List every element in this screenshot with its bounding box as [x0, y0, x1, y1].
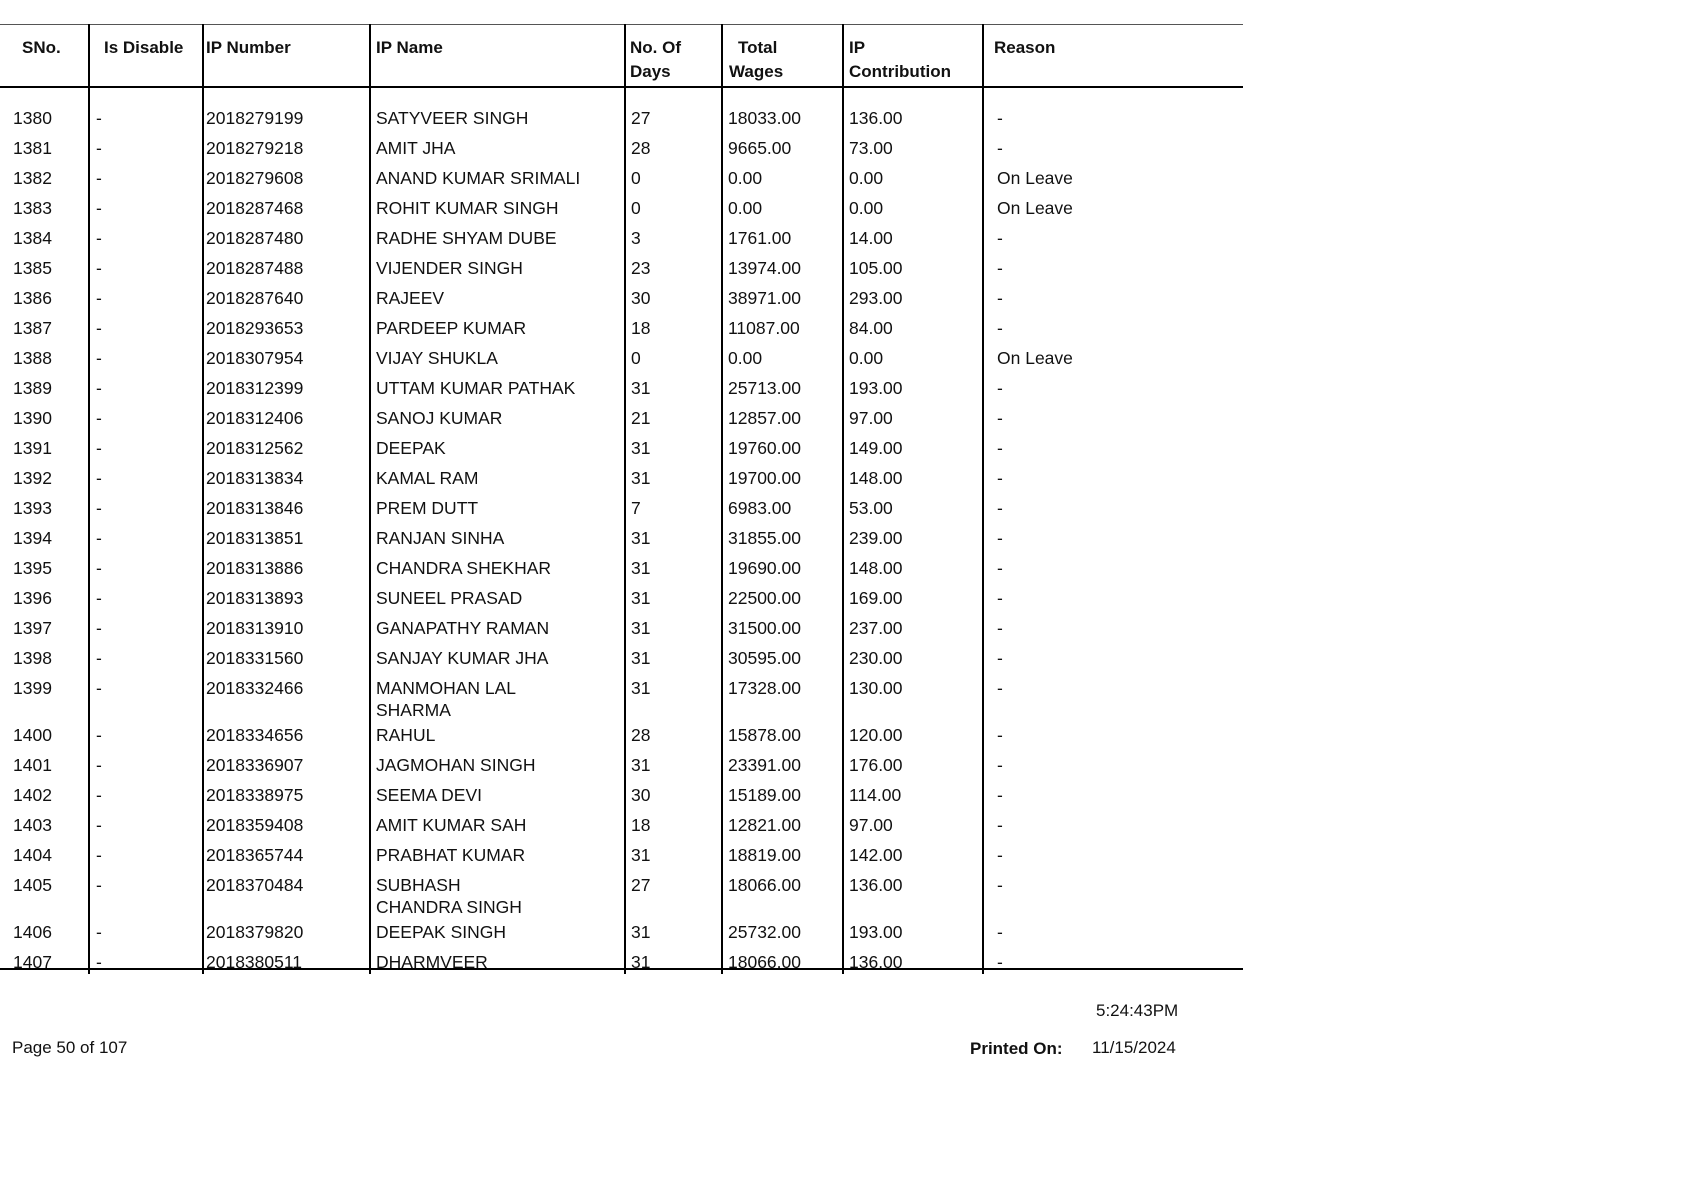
cell-sno: 1380 — [13, 108, 52, 128]
cell-ip-contribution: 53.00 — [849, 498, 893, 518]
cell-is-disable: - — [96, 498, 102, 518]
cell-total-wages: 18066.00 — [728, 952, 801, 972]
cell-ip-number: 2018334656 — [206, 725, 304, 745]
cell-days: 18 — [631, 318, 651, 338]
cell-ip-number: 2018380511 — [206, 952, 303, 972]
cell-sno: 1403 — [13, 815, 52, 835]
cell-ip-name: PREM DUTT — [376, 498, 479, 518]
cell-is-disable: - — [96, 528, 102, 548]
cell-sno: 1381 — [13, 138, 52, 158]
cell-ip-number: 2018293653 — [206, 318, 304, 338]
cell-is-disable: - — [96, 318, 102, 338]
header-wages — [729, 36, 784, 84]
cell-is-disable: - — [96, 875, 102, 895]
cell-ip-name: ANAND KUMAR SRIMALI — [376, 168, 581, 188]
header-contribution-line1: IP — [849, 38, 866, 57]
cell-ip-contribution: 230.00 — [849, 648, 903, 668]
cell-total-wages: 11087.00 — [728, 318, 800, 338]
cell-ip-name: SEEMA DEVI — [376, 785, 483, 805]
cell-ip-number: 2018307954 — [206, 348, 304, 368]
cell-sno: 1392 — [13, 468, 52, 488]
cell-total-wages: 19760.00 — [728, 438, 801, 458]
table-row — [0, 317, 1243, 347]
cell-days: 31 — [631, 558, 651, 578]
cell-ip-number: 2018312406 — [206, 408, 304, 428]
cell-ip-number: 2018370484 — [206, 875, 304, 895]
cell-reason: - — [997, 922, 1003, 942]
cell-ip-name: DEEPAK SINGH — [376, 922, 506, 942]
cell-ip-contribution: 136.00 — [849, 952, 903, 972]
cell-is-disable: - — [96, 168, 102, 188]
cell-ip-number: 2018336907 — [206, 755, 304, 775]
cell-sno: 1396 — [13, 588, 52, 608]
cell-is-disable: - — [96, 378, 102, 398]
cell-ip-contribution: 149.00 — [849, 438, 903, 458]
cell-ip-number: 2018287488 — [206, 258, 304, 278]
cell-ip-name: MANMOHAN LAL SHARMA — [376, 678, 516, 720]
cell-total-wages: 12821.00 — [728, 815, 801, 835]
header-ip-name: IP Name — [376, 38, 443, 57]
table-row — [0, 724, 1243, 754]
cell-days: 31 — [631, 378, 651, 398]
cell-reason: - — [997, 588, 1003, 608]
cell-ip-name: RAJEEV — [376, 288, 445, 308]
cell-ip-number: 2018332466 — [206, 678, 304, 698]
printed-date: 11/15/2024 — [1092, 1038, 1176, 1057]
page-number: Page 50 of 107 — [12, 1038, 128, 1057]
cell-ip-contribution: 148.00 — [849, 558, 903, 578]
cell-sno: 1385 — [13, 258, 52, 278]
table-row — [0, 874, 1243, 922]
header-days-line2: Days — [630, 62, 671, 81]
cell-is-disable: - — [96, 815, 102, 835]
cell-ip-name: GANAPATHY RAMAN — [376, 618, 550, 638]
cell-ip-contribution: 169.00 — [849, 588, 903, 608]
printed-time: 5:24:43PM — [1096, 1001, 1179, 1020]
table-row — [0, 107, 1243, 137]
cell-ip-contribution: 0.00 — [849, 198, 884, 218]
table-row — [0, 844, 1243, 874]
cell-reason: - — [997, 138, 1003, 158]
cell-days: 0 — [631, 168, 641, 188]
cell-ip-number: 2018331560 — [206, 648, 304, 668]
cell-total-wages: 1761.00 — [728, 228, 792, 248]
cell-ip-name: SUBHASH CHANDRA SINGH — [376, 875, 522, 917]
header-bottom-rule — [0, 86, 1243, 88]
cell-total-wages: 0.00 — [728, 198, 763, 218]
cell-days: 28 — [631, 138, 651, 158]
cell-days: 30 — [631, 288, 651, 308]
cell-is-disable: - — [96, 558, 102, 578]
cell-reason: - — [997, 378, 1003, 398]
cell-days: 31 — [631, 922, 651, 942]
cell-total-wages: 13974.00 — [728, 258, 801, 278]
cell-total-wages: 15878.00 — [728, 725, 801, 745]
cell-ip-contribution: 176.00 — [849, 755, 903, 775]
cell-ip-name: KAMAL RAM — [376, 468, 479, 488]
cell-days: 31 — [631, 468, 651, 488]
table-row — [0, 197, 1243, 227]
cell-ip-name: PRABHAT KUMAR — [376, 845, 526, 865]
cell-ip-number: 2018287640 — [206, 288, 304, 308]
cell-ip-contribution: 114.00 — [849, 785, 902, 805]
cell-total-wages: 25732.00 — [728, 922, 801, 942]
cell-sno: 1407 — [13, 952, 52, 972]
cell-ip-name: RAHUL — [376, 725, 436, 745]
cell-total-wages: 18819.00 — [728, 845, 801, 865]
cell-reason: - — [997, 108, 1003, 128]
cell-sno: 1386 — [13, 288, 52, 308]
cell-reason: On Leave — [997, 198, 1073, 218]
cell-reason: - — [997, 678, 1003, 698]
cell-reason: - — [997, 498, 1003, 518]
table-row — [0, 784, 1243, 814]
cell-days: 7 — [631, 498, 641, 518]
cell-ip-name: VIJAY SHUKLA — [376, 348, 498, 368]
cell-days: 21 — [631, 408, 651, 428]
cell-ip-name: SANOJ KUMAR — [376, 408, 503, 428]
cell-is-disable: - — [96, 725, 102, 745]
printed-on-label: Printed On: — [970, 1039, 1063, 1058]
table-row — [0, 227, 1243, 257]
cell-days: 31 — [631, 952, 651, 972]
cell-reason: - — [997, 558, 1003, 578]
cell-total-wages: 19690.00 — [728, 558, 801, 578]
table-row — [0, 167, 1243, 197]
header-wages-line1: Total — [738, 38, 778, 57]
cell-reason: - — [997, 288, 1003, 308]
header-contribution-line2: Contribution — [849, 62, 951, 81]
cell-ip-name: SANJAY KUMAR JHA — [376, 648, 549, 668]
cell-ip-number: 2018313834 — [206, 468, 304, 488]
cell-reason: - — [997, 408, 1003, 428]
cell-ip-number: 2018365744 — [206, 845, 304, 865]
cell-ip-contribution: 0.00 — [849, 168, 884, 188]
cell-sno: 1389 — [13, 378, 52, 398]
table-row — [0, 527, 1243, 557]
cell-ip-name: CHANDRA SHEKHAR — [376, 558, 552, 578]
cell-total-wages: 15189.00 — [728, 785, 801, 805]
cell-ip-name: RADHE SHYAM DUBE — [376, 228, 557, 248]
cell-total-wages: 31855.00 — [728, 528, 801, 548]
cell-reason: - — [997, 648, 1003, 668]
cell-reason: - — [997, 618, 1003, 638]
cell-sno: 1388 — [13, 348, 52, 368]
cell-days: 31 — [631, 618, 651, 638]
table-row — [0, 497, 1243, 527]
cell-ip-number: 2018287468 — [206, 198, 304, 218]
cell-is-disable: - — [96, 288, 102, 308]
cell-sno: 1393 — [13, 498, 52, 518]
cell-ip-name: SUNEEL PRASAD — [376, 588, 523, 608]
cell-ip-contribution: 193.00 — [849, 922, 903, 942]
cell-reason: - — [997, 815, 1003, 835]
cell-ip-name: SATYVEER SINGH — [376, 108, 529, 128]
cell-sno: 1399 — [13, 678, 52, 698]
cell-total-wages: 18033.00 — [728, 108, 801, 128]
cell-ip-number: 2018279608 — [206, 168, 304, 188]
cell-total-wages: 23391.00 — [728, 755, 801, 775]
cell-is-disable: - — [96, 618, 102, 638]
cell-sno: 1382 — [13, 168, 52, 188]
cell-reason: - — [997, 725, 1003, 745]
cell-total-wages: 19700.00 — [728, 468, 801, 488]
cell-ip-contribution: 84.00 — [849, 318, 893, 338]
cell-ip-number: 2018313886 — [206, 558, 304, 578]
table-row — [0, 617, 1243, 647]
cell-sno: 1394 — [13, 528, 52, 548]
cell-ip-number: 2018379820 — [206, 922, 304, 942]
cell-reason: - — [997, 952, 1003, 972]
cell-ip-contribution: 136.00 — [849, 108, 903, 128]
cell-reason: - — [997, 785, 1003, 805]
cell-days: 31 — [631, 678, 651, 698]
cell-is-disable: - — [96, 922, 102, 942]
cell-ip-contribution: 97.00 — [849, 408, 893, 428]
cell-days: 31 — [631, 755, 651, 775]
cell-reason: - — [997, 845, 1003, 865]
cell-days: 31 — [631, 588, 651, 608]
table-row — [0, 467, 1243, 497]
cell-is-disable: - — [96, 228, 102, 248]
cell-sno: 1397 — [13, 618, 52, 638]
cell-is-disable: - — [96, 468, 102, 488]
table-row — [0, 347, 1243, 377]
cell-sno: 1406 — [13, 922, 52, 942]
cell-sno: 1383 — [13, 198, 52, 218]
cell-is-disable: - — [96, 108, 102, 128]
cell-is-disable: - — [96, 198, 102, 218]
header-reason: Reason — [994, 38, 1056, 57]
cell-days: 28 — [631, 725, 651, 745]
cell-is-disable: - — [96, 408, 102, 428]
cell-ip-contribution: 193.00 — [849, 378, 903, 398]
cell-is-disable: - — [96, 648, 102, 668]
cell-ip-number: 2018313893 — [206, 588, 304, 608]
cell-total-wages: 6983.00 — [728, 498, 792, 518]
cell-reason: - — [997, 875, 1003, 895]
cell-total-wages: 12857.00 — [728, 408, 801, 428]
cell-is-disable: - — [96, 755, 102, 775]
cell-reason: - — [997, 318, 1003, 338]
cell-ip-name: PARDEEP KUMAR — [376, 318, 527, 338]
cell-ip-contribution: 120.00 — [849, 725, 903, 745]
header-sno: SNo. — [22, 38, 61, 57]
cell-total-wages: 9665.00 — [728, 138, 792, 158]
cell-total-wages: 17328.00 — [728, 678, 801, 698]
cell-total-wages: 31500.00 — [728, 618, 801, 638]
cell-reason: - — [997, 528, 1003, 548]
cell-days: 3 — [631, 228, 641, 248]
table-row — [0, 814, 1243, 844]
cell-ip-contribution: 136.00 — [849, 875, 903, 895]
cell-ip-name: VIJENDER SINGH — [376, 258, 523, 278]
cell-ip-number: 2018313910 — [206, 618, 304, 638]
cell-ip-name: JAGMOHAN SINGH — [376, 755, 536, 775]
header-is-disable: Is Disable — [104, 38, 184, 57]
cell-ip-name: RANJAN SINHA — [376, 528, 505, 548]
cell-ip-contribution: 148.00 — [849, 468, 903, 488]
header-ip-number: IP Number — [206, 38, 291, 57]
cell-reason: - — [997, 468, 1003, 488]
cell-ip-contribution: 239.00 — [849, 528, 903, 548]
cell-total-wages: 30595.00 — [728, 648, 801, 668]
cell-reason: - — [997, 258, 1003, 278]
cell-ip-number: 2018279218 — [206, 138, 304, 158]
cell-sno: 1387 — [13, 318, 52, 338]
cell-ip-name: DHARMVEER — [376, 952, 488, 972]
header-days — [630, 36, 681, 84]
table-row — [0, 951, 1243, 981]
cell-days: 31 — [631, 845, 651, 865]
cell-days: 23 — [631, 258, 651, 278]
cell-reason: - — [997, 755, 1003, 775]
cell-is-disable: - — [96, 952, 102, 972]
table-row — [0, 287, 1243, 317]
cell-ip-name: AMIT KUMAR SAH — [376, 815, 527, 835]
cell-sno: 1405 — [13, 875, 52, 895]
table-row — [0, 587, 1243, 617]
cell-days: 31 — [631, 438, 651, 458]
cell-total-wages: 25713.00 — [728, 378, 801, 398]
table-row — [0, 647, 1243, 677]
cell-is-disable: - — [96, 845, 102, 865]
cell-days: 27 — [631, 875, 651, 895]
cell-sno: 1398 — [13, 648, 52, 668]
cell-sno: 1402 — [13, 785, 52, 805]
table-row — [0, 407, 1243, 437]
cell-sno: 1395 — [13, 558, 52, 578]
table-row — [0, 437, 1243, 467]
table-row — [0, 754, 1243, 784]
table-row — [0, 377, 1243, 407]
table-top-rule — [0, 24, 1243, 25]
cell-ip-number: 2018313851 — [206, 528, 304, 548]
cell-reason: On Leave — [997, 168, 1073, 188]
cell-ip-name: UTTAM KUMAR PATHAK — [376, 378, 576, 398]
cell-sno: 1390 — [13, 408, 52, 428]
cell-days: 31 — [631, 528, 651, 548]
cell-total-wages: 22500.00 — [728, 588, 801, 608]
cell-is-disable: - — [96, 348, 102, 368]
cell-ip-contribution: 105.00 — [849, 258, 903, 278]
header-wages-line2: Wages — [729, 62, 784, 81]
cell-reason: On Leave — [997, 348, 1073, 368]
cell-days: 0 — [631, 198, 641, 218]
header-days-line1: No. Of — [630, 38, 681, 57]
cell-total-wages: 18066.00 — [728, 875, 801, 895]
table-row — [0, 921, 1243, 951]
cell-ip-contribution: 293.00 — [849, 288, 903, 308]
cell-is-disable: - — [96, 785, 102, 805]
cell-sno: 1391 — [13, 438, 52, 458]
cell-total-wages: 38971.00 — [728, 288, 801, 308]
cell-days: 27 — [631, 108, 651, 128]
cell-reason: - — [997, 438, 1003, 458]
cell-is-disable: - — [96, 438, 102, 458]
cell-sno: 1404 — [13, 845, 52, 865]
cell-ip-number: 2018279199 — [206, 108, 304, 128]
cell-sno: 1400 — [13, 725, 52, 745]
cell-days: 0 — [631, 348, 641, 368]
cell-days: 30 — [631, 785, 651, 805]
cell-ip-contribution: 14.00 — [849, 228, 893, 248]
header-contribution — [849, 36, 951, 84]
cell-ip-contribution: 142.00 — [849, 845, 903, 865]
cell-ip-number: 2018287480 — [206, 228, 304, 248]
cell-ip-number: 2018312399 — [206, 378, 304, 398]
cell-ip-contribution: 73.00 — [849, 138, 893, 158]
table-row — [0, 257, 1243, 287]
cell-ip-number: 2018312562 — [206, 438, 304, 458]
cell-ip-name: AMIT JHA — [376, 138, 456, 158]
cell-is-disable: - — [96, 678, 102, 698]
table-row — [0, 137, 1243, 167]
cell-ip-contribution: 237.00 — [849, 618, 903, 638]
cell-ip-contribution: 130.00 — [849, 678, 903, 698]
cell-ip-number: 2018359408 — [206, 815, 304, 835]
table-row — [0, 557, 1243, 587]
cell-sno: 1401 — [13, 755, 52, 775]
cell-ip-contribution: 0.00 — [849, 348, 884, 368]
cell-total-wages: 0.00 — [728, 348, 763, 368]
cell-ip-number: 2018313846 — [206, 498, 304, 518]
cell-total-wages: 0.00 — [728, 168, 763, 188]
cell-ip-name: ROHIT KUMAR SINGH — [376, 198, 559, 218]
cell-ip-number: 2018338975 — [206, 785, 304, 805]
cell-ip-name: DEEPAK — [376, 438, 446, 458]
table-row — [0, 677, 1243, 725]
cell-sno: 1384 — [13, 228, 52, 248]
cell-is-disable: - — [96, 138, 102, 158]
cell-days: 18 — [631, 815, 651, 835]
cell-ip-contribution: 97.00 — [849, 815, 893, 835]
cell-days: 31 — [631, 648, 651, 668]
cell-is-disable: - — [96, 258, 102, 278]
cell-reason: - — [997, 228, 1003, 248]
cell-is-disable: - — [96, 588, 102, 608]
